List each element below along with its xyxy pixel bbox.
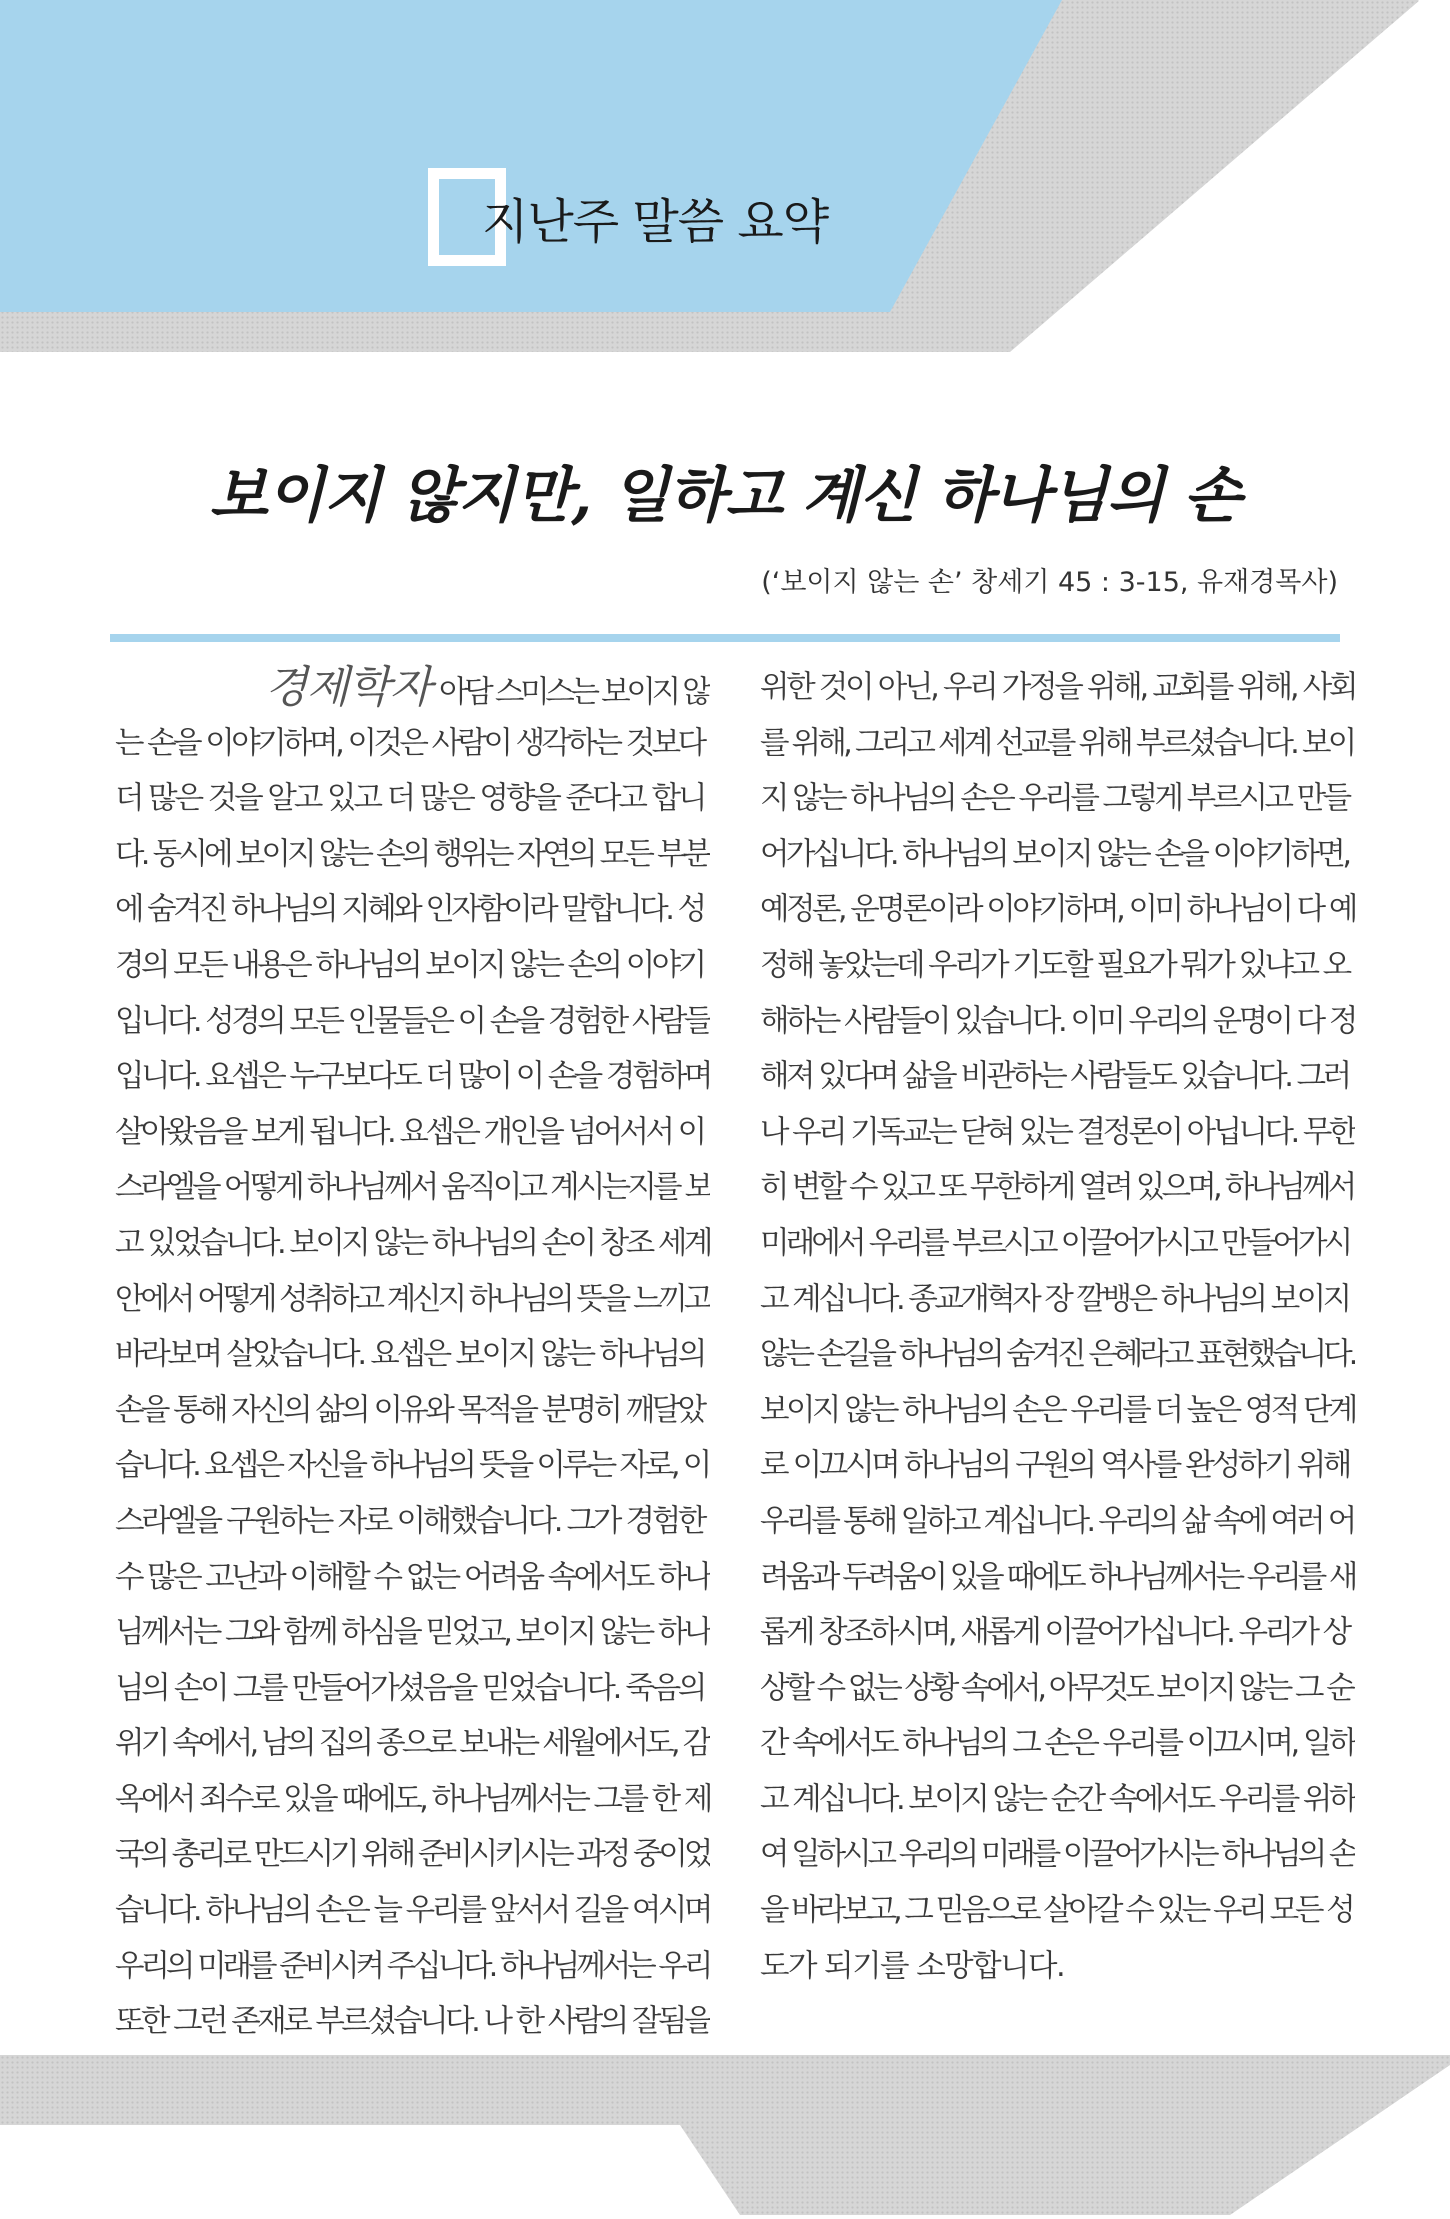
text-line-content: 수 많은 고난과 이해할 수 없는 어려움 속에서도 하나 (115, 1559, 710, 1595)
text-line (760, 1272, 1355, 1328)
text-line (115, 716, 710, 772)
scripture-reference: (‘보이지 않는 손’ 창세기 45 : 3-15, 유재경목사) (761, 567, 1338, 598)
text-line (760, 660, 1355, 716)
text-line (760, 716, 1355, 772)
text-line-content: 도가 되기를 소망합니다. (760, 1948, 1065, 1984)
text-line (760, 1939, 1355, 1995)
text-line (115, 994, 710, 1050)
text-line-content: 살아왔음을 보게 됩니다. 요셉은 개인을 넘어서서 이 (115, 1114, 704, 1150)
text-line-content: 예정론, 운명론이라 이야기하며, 이미 하나님이 다 예 (760, 892, 1355, 928)
text-line-content: 롭게 창조하시며, 새롭게 이끌어가십니다. 우리가 상 (760, 1615, 1349, 1651)
text-line-content: 입니다. 요셉은 누구보다도 더 많이 이 손을 경험하며 (115, 1059, 710, 1095)
text-line-content: 는 손을 이야기하며, 이것은 사람이 생각하는 것보다 (115, 725, 704, 761)
text-line (115, 1494, 710, 1550)
text-line (760, 1772, 1355, 1828)
text-line-content: 로 이끄시며 하나님의 구원의 역사를 완성하기 위해 (760, 1448, 1350, 1484)
text-line (115, 1438, 710, 1494)
text-line-content: 우리를 통해 일하고 계십니다. 우리의 삶 속에 여러 어 (760, 1503, 1354, 1539)
text-line-content: 또한 그런 존재로 부르셨습니다. 나 한 사람의 잘됨을 (115, 2004, 710, 2040)
text-line-content: 습니다. 요셉은 자신을 하나님의 뜻을 이루는 자로, 이 (115, 1448, 709, 1484)
text-line (115, 1883, 710, 1939)
section-label (428, 168, 828, 266)
text-line-content: 지 않는 하나님의 손은 우리를 그렇게 부르시고 만들 (760, 781, 1349, 817)
text-line-content: 에 숨겨진 하나님의 지혜와 인자함이라 말합니다. 성 (115, 892, 704, 928)
text-line-content: 려움과 두려움이 있을 때에도 하나님께서는 우리를 새 (760, 1559, 1355, 1595)
text-line-content: 다. 동시에 보이지 않는 손의 행위는 자연의 모든 부분 (115, 836, 709, 872)
text-line-content: 여 일하시고 우리의 미래를 이끌어가시는 하나님의 손 (760, 1837, 1355, 1873)
text-line (115, 1105, 710, 1161)
title-block (110, 448, 1340, 534)
text-line (115, 1994, 710, 2050)
text-line (760, 1550, 1355, 1606)
text-line-content: 않는 손길을 하나님의 숨겨진 은혜라고 표현했습니다. (760, 1337, 1355, 1373)
title-divider (110, 634, 1340, 642)
text-line (760, 1105, 1355, 1161)
text-line (115, 1939, 710, 1995)
text-line (760, 771, 1355, 827)
text-line-content: 를 위해, 그리고 세계 선교를 위해 부르셨습니다. 보이 (760, 725, 1354, 761)
text-line (115, 1605, 710, 1661)
text-line-content: 손을 통해 자신의 삶의 이유와 목적을 분명히 깨달았 (115, 1392, 704, 1428)
text-line (115, 1772, 710, 1828)
text-line-content: 바라보며 살았습니다. 요셉은 보이지 않는 하나님의 (115, 1337, 705, 1373)
lead-word: 경제학자 (265, 662, 432, 713)
text-line (115, 1661, 710, 1717)
text-line (115, 1160, 710, 1216)
text-line (760, 1494, 1355, 1550)
text-line-content: 해하는 사람들이 있습니다. 이미 우리의 운명이 다 정 (760, 1003, 1355, 1039)
text-line-content: 간 속에서도 하나님의 그 손은 우리를 이끄시며, 일하 (760, 1726, 1355, 1762)
text-line (115, 827, 710, 883)
footer-banner (0, 2055, 1450, 2215)
text-line (115, 1049, 710, 1105)
text-line-content: 아담 스미스는 보이지 않 (439, 675, 708, 710)
text-line-content: 고 계십니다. 종교개혁자 장 깔뱅은 하나님의 보이지 (760, 1281, 1349, 1317)
text-line-content: 안에서 어떻게 성취하고 계신지 하나님의 뜻을 느끼고 (115, 1281, 710, 1317)
text-line (760, 1049, 1355, 1105)
text-line-content: 우리의 미래를 준비시켜 주십니다. 하나님께서는 우리 (115, 1948, 710, 1984)
text-line (115, 660, 710, 716)
text-line (760, 882, 1355, 938)
text-line-content: 국의 총리로 만드시기 위해 준비시키시는 과정 중이었 (115, 1837, 710, 1873)
text-line (760, 1716, 1355, 1772)
text-line-content: 습니다. 하나님의 손은 늘 우리를 앞서서 길을 여시며 (115, 1893, 710, 1929)
text-line-content: 히 변할 수 있고 또 무한하게 열려 있으며, 하나님께서 (760, 1170, 1354, 1206)
text-line (115, 1827, 710, 1883)
text-line (115, 1272, 710, 1328)
left-column (115, 660, 710, 2050)
text-line-content: 님의 손이 그를 만들어가셨음을 믿었습니다. 죽음의 (115, 1670, 705, 1706)
footer-banner-shapes (0, 2055, 1450, 2215)
text-line-content: 고 있었습니다. 보이지 않는 하나님의 손이 창조 세계 (115, 1225, 710, 1261)
text-line-content: 더 많은 것을 알고 있고 더 많은 영향을 준다고 합니 (115, 781, 705, 817)
text-line (760, 994, 1355, 1050)
text-line (115, 1216, 710, 1272)
text-line-content: 옥에서 죄수로 있을 때에도, 하나님께서는 그를 한 제 (115, 1781, 710, 1817)
text-line-content: 보이지 않는 하나님의 손은 우리를 더 높은 영적 단계 (760, 1392, 1355, 1428)
right-column (760, 660, 1355, 1994)
text-line (760, 1605, 1355, 1661)
footer-white-wedge (0, 2125, 740, 2215)
text-line (760, 1216, 1355, 1272)
text-line-content: 스라엘을 구원하는 자로 이해했습니다. 그가 경험한 (115, 1503, 705, 1539)
text-line (760, 1383, 1355, 1439)
text-line-content: 입니다. 성경의 모든 인물들은 이 손을 경험한 사람들 (115, 1003, 710, 1039)
text-line-content: 경의 모든 내용은 하나님의 보이지 않는 손의 이야기 (115, 947, 704, 983)
text-line-content: 님께서는 그와 함께 하심을 믿었고, 보이지 않는 하나 (115, 1615, 710, 1651)
text-line-content: 정해 놓았는데 우리가 기도할 필요가 뭐가 있냐고 오 (760, 947, 1349, 983)
text-line-content: 해져 있다며 삶을 비관하는 사람들도 있습니다. 그러 (760, 1059, 1349, 1095)
text-line-content: 어가십니다. 하나님의 보이지 않는 손을 이야기하면, (760, 836, 1349, 872)
text-line-content: 위기 속에서, 남의 집의 종으로 보내는 세월에서도, 감 (115, 1726, 709, 1762)
text-line (115, 882, 710, 938)
text-line-content: 상할 수 없는 상황 속에서, 아무것도 보이지 않는 그 순 (760, 1670, 1352, 1706)
text-line-content: 나 우리 기독교는 닫혀 있는 결정론이 아닙니다. 무한 (760, 1114, 1355, 1150)
text-line (115, 1383, 710, 1439)
text-line (760, 1827, 1355, 1883)
text-line (115, 938, 710, 994)
text-line (760, 1160, 1355, 1216)
text-line (115, 771, 710, 827)
text-line-content: 을 바라보고, 그 믿음으로 살아갈 수 있는 우리 모든 성 (760, 1893, 1352, 1929)
text-line (760, 1883, 1355, 1939)
text-line (115, 1550, 710, 1606)
section-label-text: 지난주 말씀 요약 (482, 193, 829, 250)
text-line-content: 위한 것이 아닌, 우리 가정을 위해, 교회를 위해, 사회 (760, 670, 1355, 705)
text-line (115, 1327, 710, 1383)
page-title: 보이지 않지만, 일하고 계신 하나님의 손 (209, 461, 1241, 531)
text-line (760, 1438, 1355, 1494)
text-line-content: 고 계십니다. 보이지 않는 순간 속에서도 우리를 위하 (760, 1781, 1355, 1817)
text-line-content: 스라엘을 어떻게 하나님께서 움직이고 계시는지를 보 (115, 1170, 710, 1206)
text-line (760, 1327, 1355, 1383)
text-line (760, 827, 1355, 883)
text-line (760, 938, 1355, 994)
text-line (115, 1716, 710, 1772)
text-line-content: 미래에서 우리를 부르시고 이끌어가시고 만들어가시 (760, 1225, 1350, 1261)
text-line (760, 1661, 1355, 1717)
